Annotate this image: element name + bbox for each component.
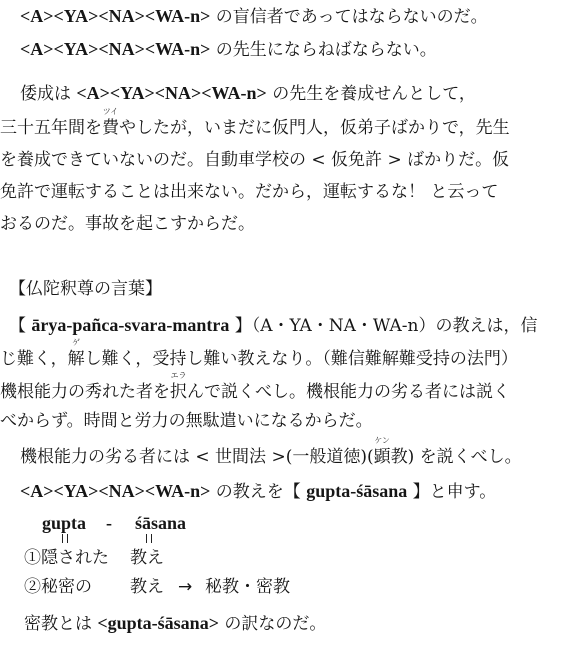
text-span: の先生を養成せんとして， [266,84,476,104]
ruby-base: 択 [170,382,187,402]
section-heading: 【仏陀釈尊の言葉】 [9,279,162,299]
etym-word-sasana: śāsana [135,513,187,533]
text-span: 三十五年間を [0,118,102,138]
paragraph-3-line-1 [20,82,476,105]
sanskrit-term: gupta-śāsana [306,481,408,501]
text-span: 【 [9,316,32,336]
ruby-base: 解 [67,349,85,369]
text-span: んで説くべし。機根能力の劣る者には説く [187,382,510,402]
mantra-tag: <A><YA><NA><WA-n> [76,83,267,103]
text-span: じ難く， [0,349,68,369]
etym-row-1-label: ①隠された [24,548,109,568]
text-span: 機根能力の劣る者には < 世間法 >(一般道徳)( [20,447,374,467]
ruby-reading: エラ [170,371,187,380]
paragraph-3-line-3: を養成できていないのだ。自動車学校の < 仮免許 > ばかりだ。仮 [0,150,510,170]
ruby-reading: ツイ [102,107,119,116]
mantra-tag: <A><YA><NA><WA-n> [20,39,211,59]
arrow-right-icon: → [178,577,193,597]
ruby-base: 費 [102,118,119,138]
sanskrit-term: ārya-pañca-svara-mantra [31,315,230,335]
text-span: 】（A・YA・NA・WA-n）の教えは，信 [229,316,538,336]
text-span: 密教とは [24,614,98,634]
paragraph-2 [20,38,437,61]
etym-connector [146,534,152,543]
text-span: の教えを【 [210,482,307,502]
paragraph-5 [20,436,522,468]
ruby-reading: ケン [374,436,390,445]
paragraph-4-line-1 [9,314,537,337]
paragraph-4-line-3 [0,371,510,403]
mantra-tag: <A><YA><NA><WA-n> [20,481,211,501]
ruby-reading: ゲ [72,338,81,347]
text-span: 教) を説くべし。 [390,447,522,467]
paragraph-4-line-2 [0,338,518,370]
etym-row-1-meaning: 教え [130,548,164,568]
paragraph-2-text: の先生にならねばならない。 [210,40,437,60]
text-span: の訳なのだ。 [218,614,327,634]
paragraph-1 [20,5,488,28]
ruby-annotated-char [170,371,187,403]
etym-row-2-label: ②秘密の [24,577,92,597]
text-span: 機根能力の秀れた者を [0,382,170,402]
paragraph-3-line-5: おるのだ。事故を起こすからだ。 [0,214,255,234]
text-span: やしたが，いまだに仮門人，仮弟子ばかりで，先生 [119,118,510,138]
text-span: し難く，受持し難い教えなり。（難信難解難受持の法門） [84,349,518,369]
ruby-annotated-char [102,107,119,139]
paragraph-3-line-4: 免許で運転することは出来ない。だから，運転するな！ と云って [0,182,499,202]
etym-connector [62,534,68,543]
ruby-annotated-char [373,436,391,468]
sanskrit-term: <gupta-śāsana> [97,613,219,633]
text-span: 】と申す。 [407,482,497,502]
etym-dash: - [106,513,112,533]
paragraph-3-line-2 [0,107,510,139]
paragraph-4-line-4: べからず。時間と労力の無駄遣いになるからだ。 [0,411,373,431]
ruby-base: 顕 [373,447,391,467]
ruby-annotated-char [67,338,85,370]
etym-row-2-meaning: 教え [130,577,164,597]
etym-row-2-result: 秘教・密教 [205,577,290,597]
paragraph-1-text: の盲信者であってはならないのだ。 [210,7,488,27]
paragraph-6 [20,480,496,503]
paragraph-7 [24,612,326,635]
mantra-tag: <A><YA><NA><WA-n> [20,6,211,26]
etym-word-gupta: gupta [42,513,87,533]
text-span: 倭成は [20,84,77,104]
